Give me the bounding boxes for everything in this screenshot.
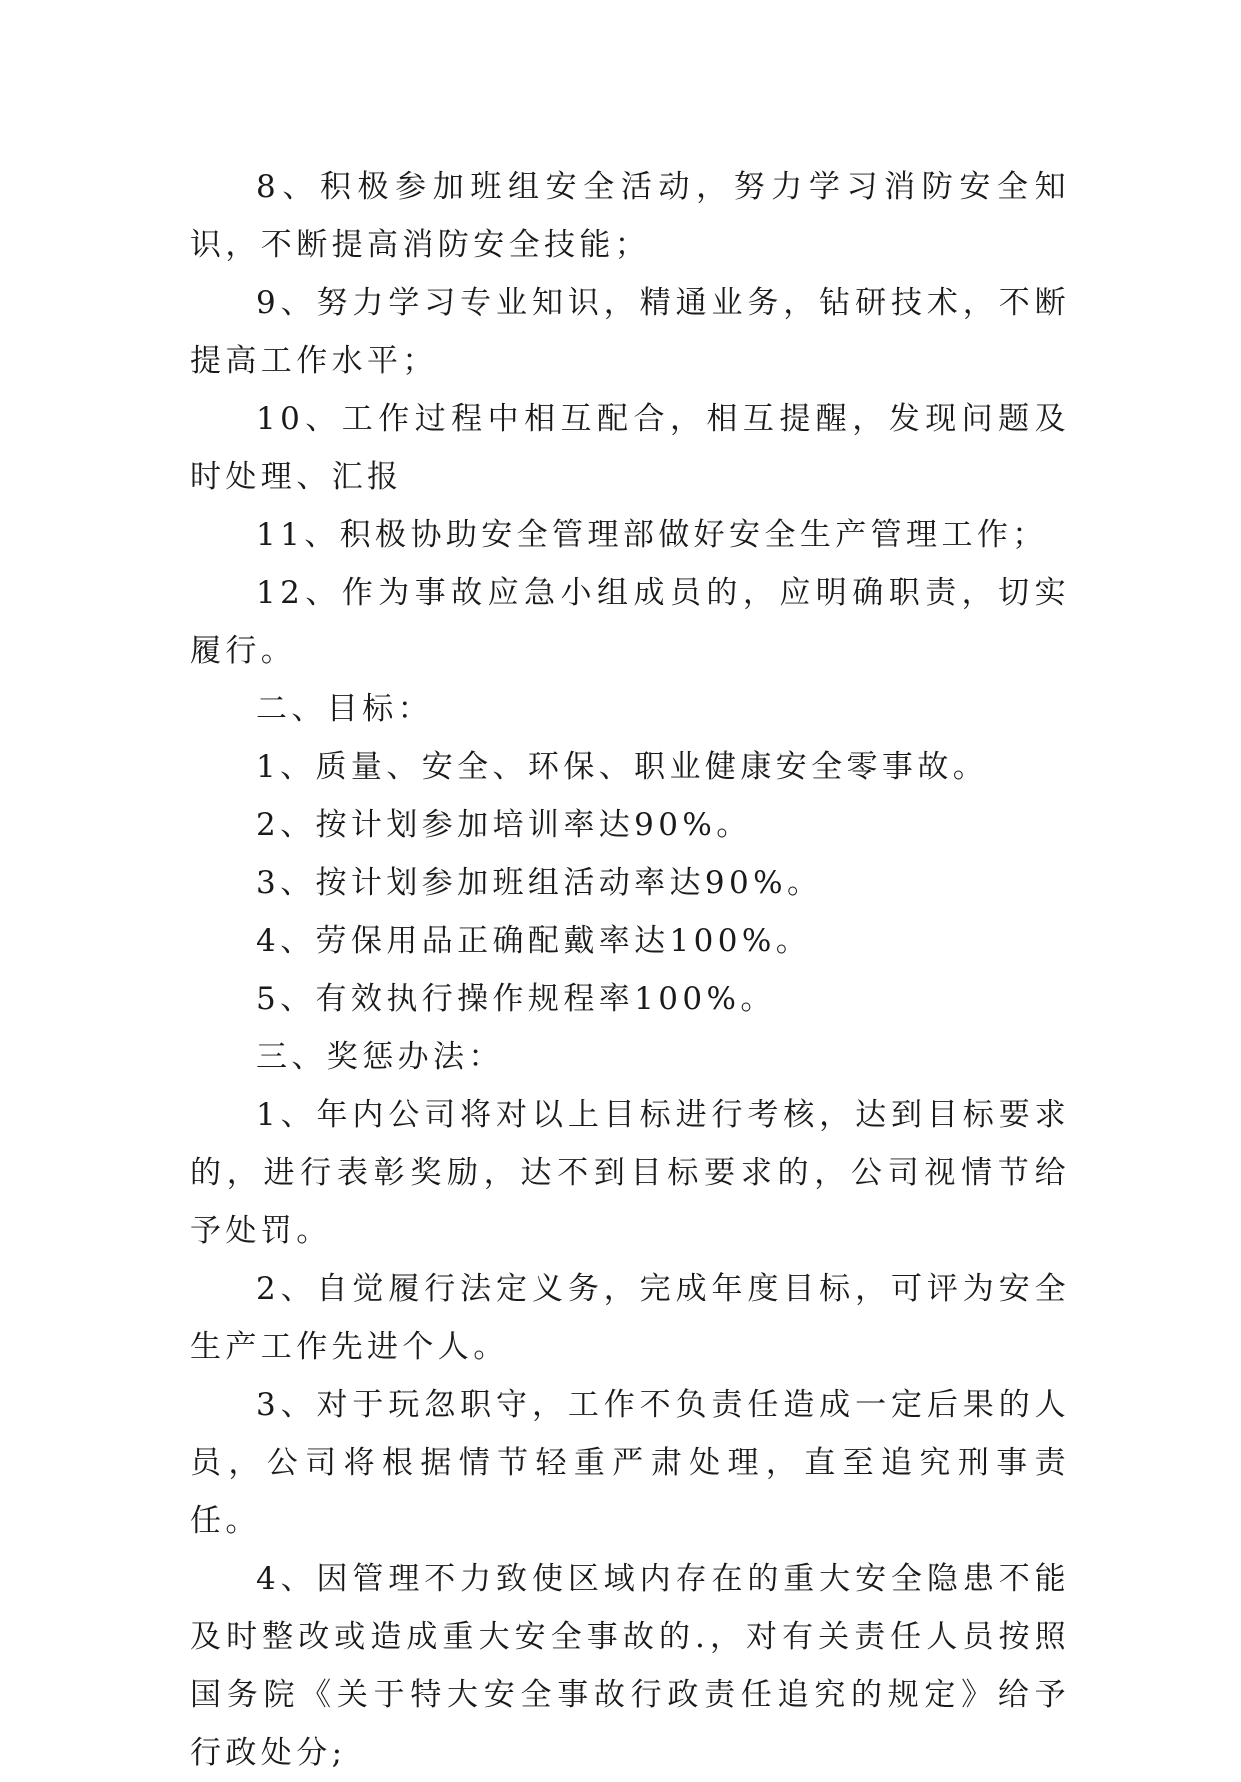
goal-item-4: 4、劳保用品正确配戴率达100%。 — [256, 923, 812, 959]
paragraph-item-12: 12、作为事故应急小组成员的，应明确职责，切实履行。 — [190, 575, 1070, 669]
paragraph-item-11: 11、积极协助安全管理部做好安全生产管理工作； — [256, 517, 1048, 553]
goal-item-1: 1、质量、安全、环保、职业健康安全零事故。 — [256, 749, 989, 785]
paragraph-item-10: 10、工作过程中相互配合，相互提醒，发现问题及时处理、汇报 — [190, 401, 1070, 495]
reward-item-4: 4、因管理不力致使区域内存在的重大安全隐患不能及时整改或造成重大安全事故的.，对有关责任人员按照国务院《关于特大安全事故行政责任追究的规定》给予行政处分; — [190, 1561, 1070, 1771]
goal-item-2: 2、按计划参加培训率达90%。 — [256, 807, 752, 843]
paragraph-item-9: 9、努力学习专业知识，精通业务，钻研技术，不断提高工作水平； — [190, 285, 1070, 379]
reward-item-3: 3、对于玩忽职守，工作不负责任造成一定后果的人员，公司将根据情节轻重严肃处理，直至追究刑事责任。 — [190, 1387, 1070, 1539]
section-heading-rewards: 三、奖惩办法： — [256, 1039, 504, 1075]
section-heading-goals: 二、目标： — [256, 691, 433, 727]
reward-item-1: 1、年内公司将对以上目标进行考核，达到目标要求的，进行表彰奖励，达不到目标要求的，公司视情节给予处罚。 — [190, 1097, 1070, 1249]
goal-item-5: 5、有效执行操作规程率100%。 — [256, 981, 776, 1017]
paragraph-item-8: 8、积极参加班组安全活动，努力学习消防安全知识，不断提高消防安全技能； — [190, 169, 1070, 263]
document-body — [190, 158, 1070, 1782]
goal-item-3: 3、按计划参加班组活动率达90%。 — [256, 865, 823, 901]
reward-item-2: 2、自觉履行法定义务，完成年度目标，可评为安全生产工作先进个人。 — [190, 1271, 1070, 1365]
